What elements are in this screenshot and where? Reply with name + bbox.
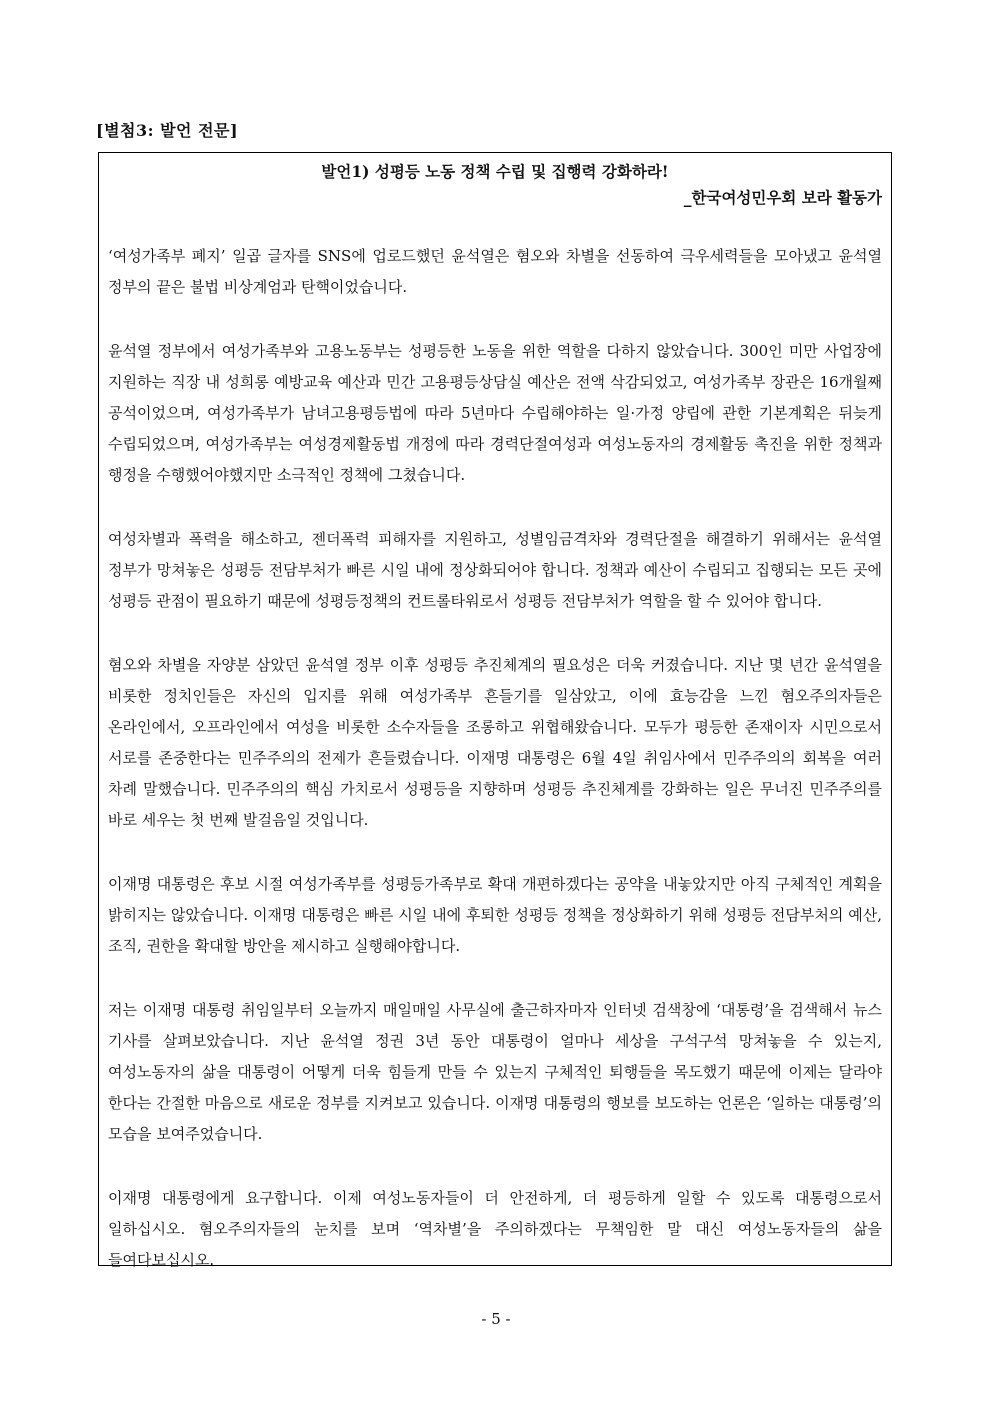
attachment-label: [별첨3: 발언 전문] <box>96 121 239 140</box>
statement-title: 발언1) 성평등 노동 정책 수립 및 집행력 강화하라! <box>321 162 669 181</box>
statement-byline: _한국여성민우회 보라 활동가 <box>683 188 882 207</box>
paragraph-1: ‘여성가족부 폐지’ 일곱 글자를 SNS에 업로드했던 윤석열은 혐오와 차별을 선동하여 극우세력들을 모아냈고 윤석열 정부의 끝은 불법 비상계엄과 탄핵이었습니다. <box>108 247 882 296</box>
paragraph-5: 이재명 대통령은 후보 시절 여성가족부를 성평등가족부로 확대 개편하겠다는 공약을 내놓았지만 아직 구체적인 계획을 밝히지는 않았습니다. 이재명 대통령은 빠른 시일 내에 후퇴한 성평등 정책을 정상화하기 위해 성평등 전담부처의 예산, 조직, 권한을 확대할 방안을 제시하고 실행해야합니다. <box>108 875 882 955</box>
paragraph-4: 혐오와 차별을 자양분 삼았던 윤석열 정부 이후 성평등 추진체계의 필요성은 더욱 커졌습니다. 지난 몇 년간 윤석열을 비롯한 정치인들은 자신의 입지를 위해 여성가족부 흔들기를 일삼았고, 이에 효능감을 느낀 혐오주의자들은 온라인에서, 오프라인에서 여성을 비롯한 소수자들을 조롱하고 위협해왔습니다. 모두가 평등한 존재이자 시민으로서 서로를 존중한다는 민주주의의 전제가 흔들렸습니다. 이재명 대통령은 6월 4일 취임사에서 민주주의의 회복을 여러 차례 말했습니다. 민주주의의 핵심 가치로서 성평등을 지향하며 성평등 추진체계를 강화하는 일은 무너진 민주주의를 바로 세우는 첫 번째 발걸음일 것입니다. <box>108 656 882 829</box>
statement-box <box>98 152 892 1269</box>
paragraph-3: 여성차별과 폭력을 해소하고, 젠더폭력 피해자를 지원하고, 성별임금격차와 경력단절을 해결하기 위해서는 윤석열 정부가 망쳐놓은 성평등 전담부처가 빠른 시일 내에 정상화되어야 합니다. 정책과 예산이 수립되고 집행되는 모든 곳에 성평등 관점이 필요하기 때문에 성평등정책의 컨트롤타워로서 성평등 전담부처가 역할을 할 수 있어야 합니다. <box>108 530 882 610</box>
paragraph-7: 이재명 대통령에게 요구합니다. 이제 여성노동자들이 더 안전하게, 더 평등하게 일할 수 있도록 대통령으로서 일하십시오. 혐오주의자들의 눈치를 보며 ‘역차별’을 주의하겠다는 무책임한 말 대신 여성노동자들의 삶을 들여다보십시오. <box>108 1189 882 1269</box>
paragraph-6: 저는 이재명 대통령 취임일부터 오늘까지 매일매일 사무실에 출근하자마자 인터넷 검색창에 ‘대통령’을 검색해서 뉴스 기사를 살펴보았습니다. 지난 윤석열 정권 3년 동안 대통령이 얼마나 세상을 구석구석 망쳐놓을 수 있는지, 여성노동자의 삶을 대통령이 어떻게 더욱 힘들게 만들 수 있는지 구체적인 퇴행들을 목도했기 때문에 이제는 달라야 한다는 간절한 마음으로 새로운 정부를 지켜보고 있습니다. 이재명 대통령의 행보를 보도하는 언론은 ‘일하는 대통령’의 모습을 보여주었습니다. <box>108 1001 882 1143</box>
paragraph-2: 윤석열 정부에서 여성가족부와 고용노동부는 성평등한 노동을 위한 역할을 다하지 않았습니다. 300인 미만 사업장에 지원하는 직장 내 성희롱 예방교육 예산과 민간 고용평등상담실 예산은 전액 삭감되었고, 여성가족부 장관은 16개월째 공석이었으며, 여성가족부가 남녀고용평등법에 따라 5년마다 수립해야하는 일·가정 양립에 관한 기본계획은 뒤늦게 수립되었으며, 여성가족부는 여성경제활동법 개정에 따라 경력단절여성과 여성노동자의 경제활동 촉진을 위한 정책과 행정을 수행했어야했지만 소극적인 정책에 그쳤습니다. <box>108 342 882 484</box>
page-number: - 5 - <box>481 1310 511 1328</box>
